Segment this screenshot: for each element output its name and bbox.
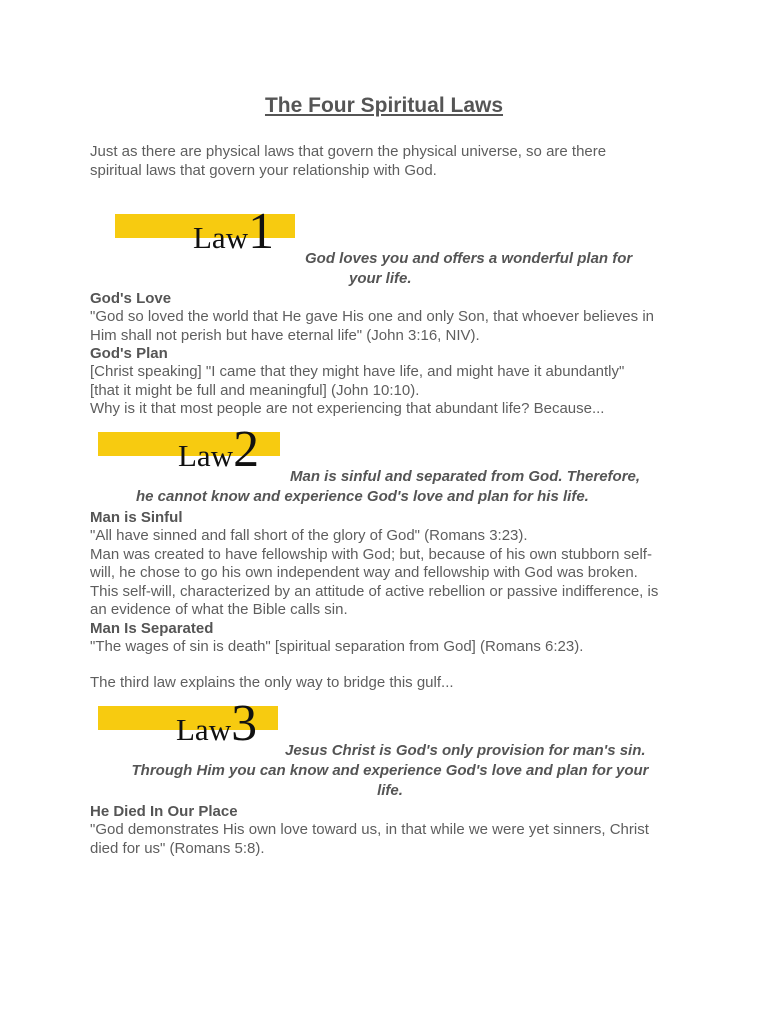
law1-sections bbox=[90, 290, 690, 419]
law2-statement-line: Man is sinful and separated from God. Therefore, bbox=[290, 468, 641, 485]
law2-banner-word: Law bbox=[178, 438, 234, 473]
verse-line: Man was created to have fellowship with God; but, because of his own stubborn self- bbox=[90, 545, 652, 563]
law1-statement-line: your life. bbox=[349, 270, 412, 287]
verse-line: "All have sinned and fall short of the glory of God" (Romans 3:23). bbox=[90, 527, 528, 544]
law3-statement-line: Through Him you can know and experience God's love and plan for your bbox=[131, 762, 649, 779]
law3-statement bbox=[90, 741, 690, 801]
law1-statement-line: God loves you and offers a wonderful plan for bbox=[305, 250, 633, 267]
transition-text: The third law explains the only way to bridge this gulf... bbox=[90, 674, 454, 691]
law2-statement-line: he cannot know and experience God's love and plan for his life. bbox=[136, 488, 589, 505]
intro-paragraph bbox=[90, 143, 606, 180]
law1-statement bbox=[305, 249, 685, 289]
law3-sections bbox=[90, 803, 690, 858]
law3-statement-line: life. bbox=[377, 782, 403, 799]
verse-line: died for us" (Romans 5:8). bbox=[90, 839, 265, 857]
verse-line: an evidence of what the Bible calls sin. bbox=[90, 601, 348, 618]
verse-line: "God demonstrates His own love toward us, in that while we were yet sinners, Christ bbox=[90, 821, 649, 838]
section-heading-gods-love: God's Love bbox=[90, 290, 172, 307]
law2-statement bbox=[120, 467, 680, 507]
verse-line: [Christ speaking] "I came that they might have life, and might have it abundantly" bbox=[90, 363, 625, 380]
verse-line: "The wages of sin is death" [spiritual separation from God] (Romans 6:23). bbox=[90, 637, 584, 655]
verse-line: [that it might be full and meaningful] (John 10:10). bbox=[90, 381, 420, 399]
section-heading-he-died-in-our-place: He Died In Our Place bbox=[90, 803, 238, 820]
intro-line: spiritual laws that govern your relationship with God. bbox=[90, 161, 437, 179]
law3-banner-number: 3 bbox=[231, 695, 258, 752]
verse-line: "God so loved the world that He gave His one and only Son, that whoever believes in bbox=[90, 308, 654, 325]
law3-statement-line: Jesus Christ is God's only provision for man's sin. bbox=[285, 742, 646, 759]
verse-line: will, he chose to go his own independent way and fellowship with God was broken. bbox=[90, 564, 638, 581]
page-title: The Four Spiritual Laws bbox=[264, 94, 504, 117]
law2-sections bbox=[90, 509, 690, 656]
section-heading-man-is-sinful: Man is Sinful bbox=[90, 509, 183, 526]
verse-line: Why is it that most people are not experiencing that abundant life? Because... bbox=[90, 400, 605, 417]
law1-banner-text bbox=[193, 203, 275, 260]
verse-line: Him shall not perish but have eternal life" (John 3:16, NIV). bbox=[90, 326, 480, 344]
law2-banner-number: 2 bbox=[233, 421, 260, 478]
intro-line: Just as there are physical laws that govern the physical universe, so are there bbox=[90, 143, 607, 160]
law1-banner-word: Law bbox=[193, 220, 249, 255]
verse-line: This self-will, characterized by an attitude of active rebellion or passive indifference, is bbox=[90, 582, 659, 600]
section-heading-gods-plan: God's Plan bbox=[90, 345, 168, 362]
law1-banner bbox=[115, 203, 300, 260]
law3-banner-word: Law bbox=[176, 712, 232, 747]
law1-banner-number: 1 bbox=[248, 203, 275, 260]
section-heading-man-is-separated: Man Is Separated bbox=[90, 619, 214, 637]
